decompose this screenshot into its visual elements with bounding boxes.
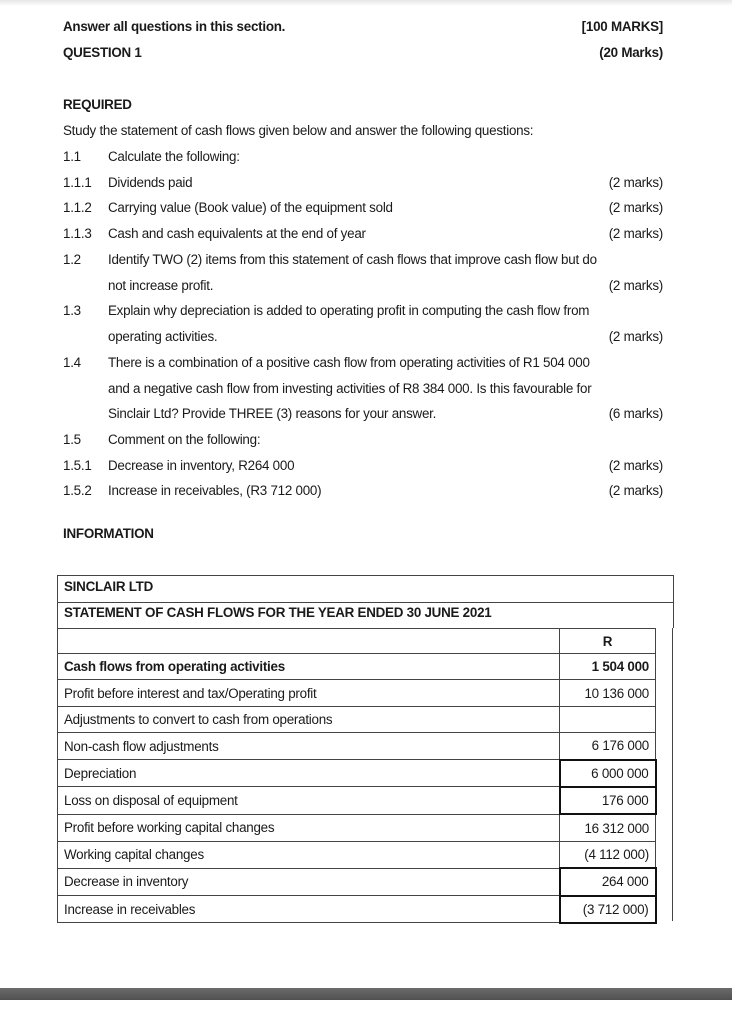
row-label: Loss on disposal of equipment [58, 787, 560, 814]
row-label: Depreciation [58, 760, 560, 787]
question-line [63, 149, 663, 169]
question-marks: (2 marks) [608, 483, 663, 498]
question-line [63, 303, 663, 323]
question-title: QUESTION 1 [63, 45, 142, 60]
question-text: and a negative cash flow from investing activities of R8 384 000. Is this favourable for [108, 381, 592, 396]
table-row [58, 868, 656, 895]
table-row [58, 760, 656, 787]
table-right-border [655, 628, 673, 921]
row-label: Working capital changes [58, 841, 560, 868]
question-number: 1.1.1 [63, 175, 92, 190]
table-row [58, 654, 656, 680]
question-line [63, 329, 663, 349]
question-marks: (2 marks) [608, 175, 663, 190]
question-marks: (2 marks) [608, 278, 663, 293]
row-label: Cash flows from operating activities [58, 654, 560, 680]
question-text: Comment on the following: [108, 432, 261, 447]
table-row [58, 896, 656, 923]
question-text: Explain why depreciation is added to operating profit in computing the cash flow from [108, 303, 590, 318]
row-label: Adjustments to convert to cash from operations [58, 706, 560, 732]
question-number: 1.1 [63, 149, 81, 164]
question-text: Decrease in inventory, R264 000 [108, 458, 295, 473]
question-text: Carrying value (Book value) of the equipment sold [108, 200, 393, 215]
company-name: SINCLAIR LTD [64, 579, 153, 594]
row-label: Increase in receivables [58, 896, 560, 923]
row-amount: 6 176 000 [560, 733, 656, 760]
divider [58, 602, 673, 603]
row-amount: 6 000 000 [560, 760, 656, 787]
total-marks: [100 MARKS] [581, 19, 663, 34]
question-marks: (20 Marks) [599, 45, 663, 60]
question-text: Increase in receivables, (R3 712 000) [108, 483, 322, 498]
question-marks: (2 marks) [608, 200, 663, 215]
question-text: Cash and cash equivalents at the end of year [108, 226, 366, 241]
row-amount: 264 000 [560, 868, 656, 895]
question-number: 1.2 [63, 252, 81, 267]
question-text: Dividends paid [108, 175, 193, 190]
section-instruction: Answer all questions in this section. [63, 19, 286, 34]
row-label: Profit before working capital changes [58, 814, 560, 841]
question-line [63, 252, 663, 272]
question-text: Calculate the following: [108, 149, 240, 164]
question-text: Identify TWO (2) items from this statement of cash flows that improve cash flow but do [108, 252, 597, 267]
question-text: There is a combination of a positive cash flow from operating activities of R1 504 000 [108, 355, 590, 370]
row-amount: 10 136 000 [560, 680, 656, 706]
row-amount: (3 712 000) [560, 896, 656, 923]
question-number: 1.3 [63, 303, 81, 318]
question-marks: (6 marks) [608, 406, 663, 421]
question-text: Sinclair Ltd? Provide THREE (3) reasons for your answer. [108, 406, 437, 421]
question-number: 1.5.2 [63, 483, 92, 498]
table-row [58, 787, 656, 814]
row-label: Decrease in inventory [58, 868, 560, 895]
question-marks: (2 marks) [608, 458, 663, 473]
table-row [58, 841, 656, 868]
question-line [63, 432, 663, 452]
question-number: 1.1.3 [63, 226, 92, 241]
table-row [58, 733, 656, 760]
question-line [63, 200, 663, 220]
row-amount: 176 000 [560, 787, 656, 814]
row-amount: 1 504 000 [560, 654, 656, 680]
statement-heading-box [57, 575, 674, 628]
question-number: 1.4 [63, 355, 81, 370]
required-heading: REQUIRED [63, 97, 132, 112]
row-label: Profit before interest and tax/Operating profit [58, 680, 560, 706]
bottom-scroll-bar [0, 988, 732, 1024]
question-number: 1.5.1 [63, 458, 92, 473]
currency-header: R [560, 629, 656, 654]
required-intro: Study the statement of cash flows given below and answer the following questions: [63, 123, 534, 138]
question-line [63, 381, 663, 401]
question-line [63, 278, 663, 298]
header-label-cell [58, 629, 560, 654]
row-amount: (4 112 000) [560, 841, 656, 868]
row-amount [560, 706, 656, 732]
information-heading: INFORMATION [63, 526, 154, 541]
question-marks: (2 marks) [608, 329, 663, 344]
question-number: 1.1.2 [63, 200, 92, 215]
question-line [63, 458, 663, 478]
question-line [63, 355, 663, 375]
table-row [58, 680, 656, 706]
question-line [63, 483, 663, 503]
question-marks: (2 marks) [608, 226, 663, 241]
statement-title: STATEMENT OF CASH FLOWS FOR THE YEAR ENDED 30 JUNE 2021 [64, 605, 492, 620]
question-text: not increase profit. [108, 278, 214, 293]
table-row [58, 629, 656, 654]
table-row [58, 706, 656, 732]
question-line [63, 175, 663, 195]
cash-flow-table [57, 628, 657, 924]
question-line [63, 406, 663, 426]
row-label: Non-cash flow adjustments [58, 733, 560, 760]
row-amount: 16 312 000 [560, 814, 656, 841]
question-line [63, 226, 663, 246]
table-row [58, 814, 656, 841]
question-text: operating activities. [108, 329, 218, 344]
question-number: 1.5 [63, 432, 81, 447]
top-shadow [0, 0, 732, 6]
